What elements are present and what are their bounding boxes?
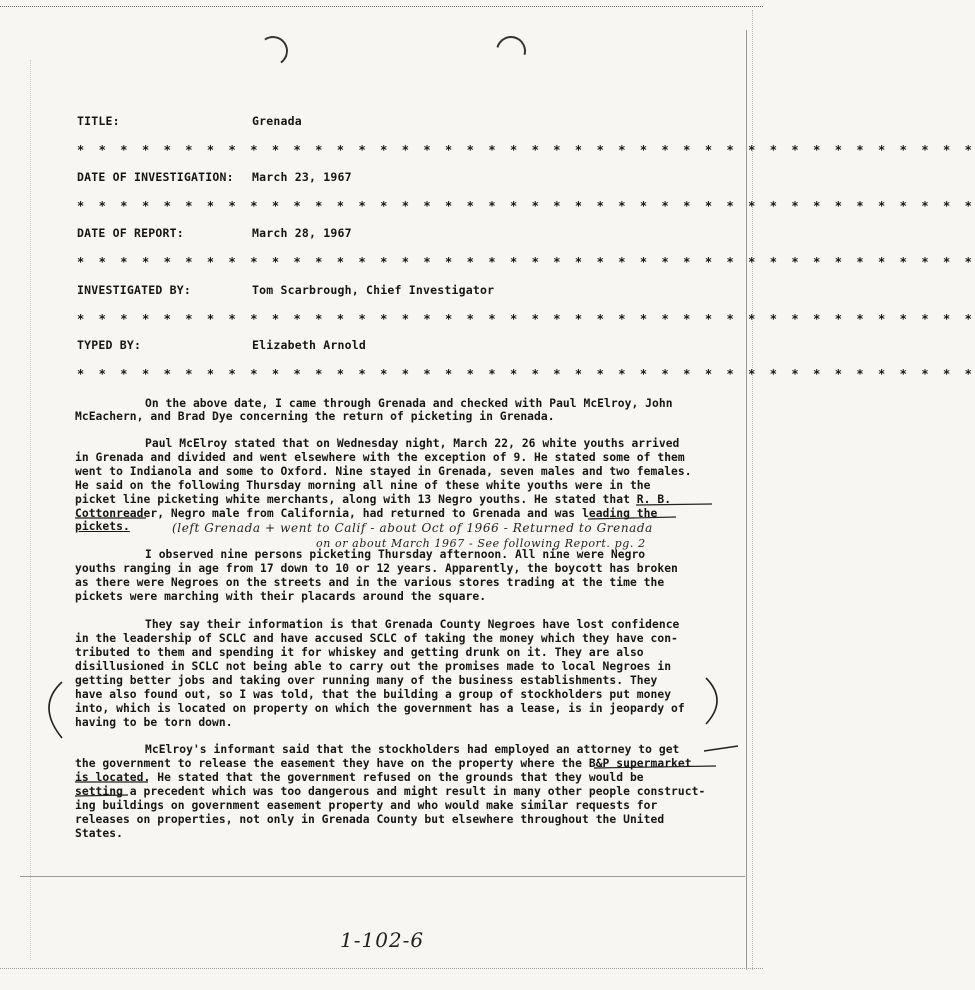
report-date-value: March 28, 1967 [252, 226, 352, 240]
paragraph-line: They say their information is that Grenada County Negroes have lost confidence [145, 618, 680, 631]
paragraph-line: States. [75, 827, 123, 840]
typed-by-label: TYPED BY: [77, 338, 142, 352]
paragraph-line: Cottonreader, Negro male from California, had returned to Grenada and was leading the [75, 507, 658, 520]
star-divider: * * * * * * * * * * * * * * * * * * * * * * * * * * * * * * * * * * * * * * * * * * [77, 255, 975, 269]
handwritten-note-line-2: on or about March 1967 - See following Report. pg. 2 [316, 537, 646, 550]
paragraph-line: McEachern, and Brad Dye concerning the return of picketing in Grenada. [75, 410, 555, 423]
star-divider: * * * * * * * * * * * * * * * * * * * * * * * * * * * * * * * * * * * * * * * * * * [77, 312, 975, 326]
handwritten-page-number: 1-102-6 [340, 928, 425, 952]
paragraph-line: pickets were marching with their placards around the square. [75, 590, 487, 603]
paragraph-line: in the leadership of SCLC and have accused SCLC of taking the money which they have con- [75, 632, 678, 645]
paragraph-line: McElroy's informant said that the stockholders had employed an attorney to get [145, 743, 680, 756]
paragraph-line: I observed nine persons picketing Thursday afternoon. All nine were Negro [145, 548, 646, 561]
paragraph-line: into, which is located on property on which the government has a lease, is in jeopardy of [75, 702, 685, 715]
title-label: TITLE: [77, 114, 120, 128]
paragraph-line: tributed to them and spending it for whiskey and getting drunk on it. They are also [75, 646, 644, 659]
typed-by-value: Elizabeth Arnold [252, 338, 366, 352]
star-divider: * * * * * * * * * * * * * * * * * * * * * * * * * * * * * * * * * * * * * * * * * * [77, 143, 975, 157]
title-value: Grenada [252, 114, 302, 128]
paragraph-line: Paul McElroy stated that on Wednesday night, March 22, 26 white youths arrived [145, 437, 680, 450]
report-date-label: DATE OF REPORT: [77, 226, 184, 240]
paragraph-line: is located. He stated that the government refused on the grounds that they would be [75, 771, 644, 784]
paragraph-line: went to Indianola and some to Oxford. Nine stayed in Grenada, seven males and two females. [75, 465, 692, 478]
paragraph-line: in Grenada and divided and went elsewhere with the exception of 9. He stated some of them [75, 451, 685, 464]
investigated-by-value: Tom Scarbrough, Chief Investigator [252, 283, 495, 297]
paragraph-line: youths ranging in age from 17 down to 10 or 12 years. Apparently, the boycott has broken [75, 562, 678, 575]
paragraph-line: picket line picketing white merchants, along with 13 Negro youths. He stated that R. B. [75, 493, 672, 506]
paragraph-line: pickets. [75, 520, 130, 533]
investigation-date-value: March 23, 1967 [252, 170, 352, 184]
paragraph-line: ing buildings on government easement property and who would make similar requests for [75, 799, 658, 812]
paragraph-line: have also found out, so I was told, that the building a group of stockholders put money [75, 688, 672, 701]
paragraph-line: having to be torn down. [75, 716, 233, 729]
paragraph-line: disillusioned in SCLC not being able to carry out the promises made to local Negroes in [75, 660, 672, 673]
paragraph-line: getting better jobs and taking over running many of the business establishments. They [75, 674, 658, 687]
paragraph-line: releases on properties, not only in Grenada County but elsewhere throughout the United [75, 813, 665, 826]
paragraph-line: He said on the following Thursday morning all nine of these white youths were in the [75, 479, 651, 492]
paragraph-line: the government to release the easement they have on the property where the B&P supermarket [75, 757, 692, 770]
star-divider: * * * * * * * * * * * * * * * * * * * * * * * * * * * * * * * * * * * * * * * * * * [77, 199, 975, 213]
paragraph-line: as there were Negroes on the streets and in the various stores trading at the time the [75, 576, 665, 589]
investigated-by-label: INVESTIGATED BY: [77, 283, 191, 297]
paragraph-line: setting a precedent which was too dangerous and might result in many other people construct- [75, 785, 706, 798]
star-divider: * * * * * * * * * * * * * * * * * * * * * * * * * * * * * * * * * * * * * * * * * * [77, 367, 975, 381]
paragraph-line: On the above date, I came through Grenada and checked with Paul McElroy, John [145, 397, 673, 410]
handwritten-note-line-1: (left Grenada + went to Calif - about Oct of 1966 - Returned to Grenada [172, 521, 653, 535]
investigation-date-label: DATE OF INVESTIGATION: [77, 170, 234, 184]
